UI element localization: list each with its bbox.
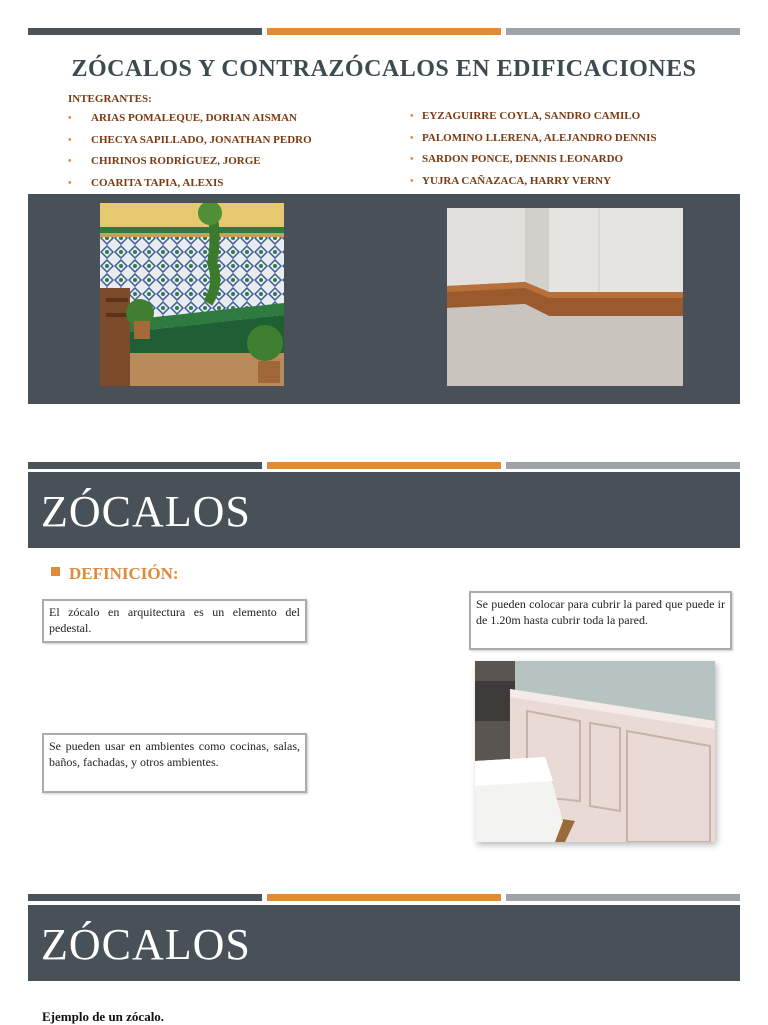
bullet-icon: •: [410, 154, 414, 165]
member-item: • PALOMINO LLERENA, ALEJANDRO DENNIS: [410, 131, 657, 144]
presentation-title: ZÓCALOS Y CONTRAZÓCALOS EN EDIFICACIONES: [71, 56, 697, 82]
top-bar-dark: [28, 28, 262, 35]
slide2-bar-dark: [28, 462, 262, 469]
member-item: • EYZAGUIRRE COYLA, SANDRO CAMILO: [410, 110, 641, 122]
baseboard-photo: [447, 208, 683, 386]
section-heading: DEFINICIÓN:: [69, 564, 179, 583]
member-item: • ARIAS POMALEQUE, DORIAN AISMAN: [68, 112, 297, 124]
slide3-bar-gray: [506, 894, 740, 901]
slide2-bar-orange: [267, 462, 501, 469]
member-item: • COARITA TAPIA, ALEXIS: [68, 176, 224, 189]
height-info-box: Se pueden colocar para cubrir la pared que puede ir de 1.20m hasta cubrir toda la pared.: [469, 591, 732, 650]
members-list-right: [410, 110, 657, 196]
bullet-icon: •: [68, 177, 72, 189]
top-bar-orange: [267, 28, 501, 35]
bullet-icon: •: [410, 111, 414, 122]
slide-title: ZÓCALOS: [41, 487, 251, 536]
slide2-bar-gray: [506, 462, 740, 469]
slide2-title-banner: [28, 472, 740, 548]
member-item: • SARDON PONCE, DENNIS LEONARDO: [410, 153, 624, 165]
definition-box: El zócalo en arquitectura es un elemento del pedestal.: [42, 599, 307, 643]
bullet-icon: •: [410, 175, 414, 187]
slide3-title-banner: [28, 905, 740, 981]
top-bar-gray: [506, 28, 740, 35]
member-item: • YUJRA CAÑAZACA, HARRY VERNY: [410, 174, 612, 187]
members-list-left: [68, 112, 312, 198]
member-item: • CHIRINOS RODRÍGUEZ, JORGE: [68, 155, 261, 167]
tile-wainscot-photo: [100, 203, 284, 386]
bullet-icon: •: [68, 134, 72, 146]
integrantes-label: INTEGRANTES:: [68, 93, 152, 105]
slide-title: ZÓCALOS: [41, 920, 251, 969]
example-caption: Ejemplo de un zócalo.: [42, 1009, 165, 1024]
panel-wainscot-photo: [475, 661, 715, 842]
usage-box: Se pueden usar en ambientes como cocinas, salas, baños, fachadas, y otros ambientes.: [42, 733, 307, 793]
square-bullet-icon: [51, 567, 60, 576]
bullet-icon: •: [68, 156, 72, 167]
slide3-bar-orange: [267, 894, 501, 901]
bullet-icon: •: [410, 132, 414, 144]
member-item: • CHECYA SAPILLADO, JONATHAN PEDRO: [68, 133, 312, 146]
slide3-bar-dark: [28, 894, 262, 901]
bullet-icon: •: [68, 113, 72, 124]
